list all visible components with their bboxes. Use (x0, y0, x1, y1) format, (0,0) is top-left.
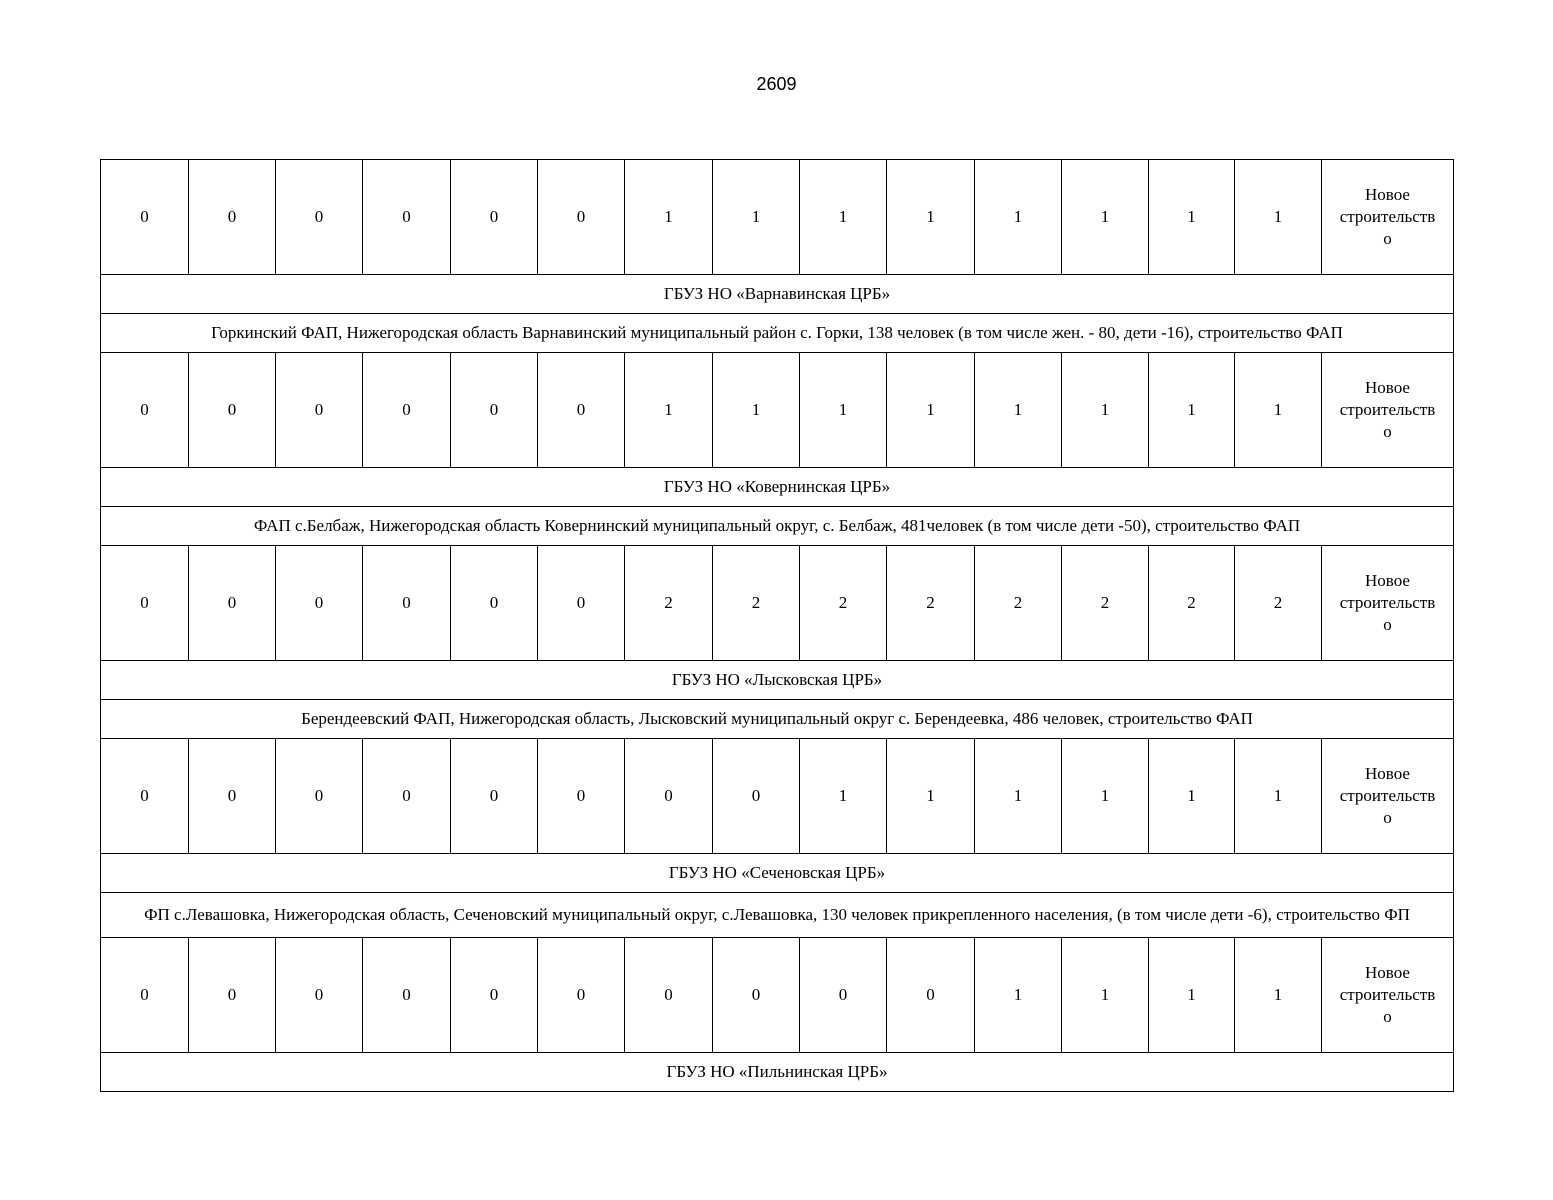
status-line: строительств (1339, 206, 1436, 226)
value-cell: 0 (276, 353, 363, 468)
status-line: о (1383, 422, 1392, 442)
value-cell: 0 (101, 938, 189, 1053)
value-cell: 1 (975, 353, 1062, 468)
organization-name: ГБУЗ НО «Ковернинская ЦРБ» (101, 468, 1454, 507)
value-cell: 0 (189, 546, 276, 661)
value-cell: 0 (101, 353, 189, 468)
value-cell: 2 (975, 546, 1062, 661)
table-row-values (101, 353, 1454, 468)
value-cell: 0 (538, 546, 625, 661)
organization-name: ГБУЗ НО «Сеченовская ЦРБ» (101, 854, 1454, 893)
status-cell (1322, 353, 1454, 468)
value-cell: 0 (276, 739, 363, 854)
value-cell: 1 (1235, 739, 1322, 854)
value-cell: 2 (887, 546, 975, 661)
table-row-values (101, 546, 1454, 661)
facility-description: ФАП с.Белбаж, Нижегородская область Ковернинский муниципальный округ, с. Белбаж, 481человек (в том числе дети -50), строительство ФАП (101, 507, 1454, 546)
value-cell: 0 (101, 739, 189, 854)
value-cell: 0 (800, 938, 887, 1053)
value-cell: 1 (1062, 938, 1149, 1053)
organization-name: ГБУЗ НО «Пильнинская ЦРБ» (101, 1053, 1454, 1092)
organization-name: ГБУЗ НО «Варнавинская ЦРБ» (101, 275, 1454, 314)
value-cell: 0 (538, 160, 625, 275)
status-line: строительств (1339, 399, 1436, 419)
page-number: 2609 (756, 74, 797, 94)
value-cell: 0 (451, 546, 538, 661)
value-cell: 0 (363, 739, 451, 854)
facility-description: ФП с.Левашовка, Нижегородская область, Сеченовский муниципальный округ, с.Левашовка, 130 человек прикрепленного населения, (в том числе дети -6), строительство ФП (101, 893, 1454, 938)
status-line: о (1383, 229, 1392, 249)
value-cell: 0 (363, 353, 451, 468)
value-cell: 0 (189, 739, 276, 854)
status-cell (1322, 160, 1454, 275)
value-cell: 0 (538, 353, 625, 468)
facility-description-row (101, 700, 1454, 739)
value-cell: 0 (887, 938, 975, 1053)
value-cell: 0 (538, 938, 625, 1053)
value-cell: 0 (189, 938, 276, 1053)
value-cell: 0 (713, 739, 800, 854)
value-cell: 1 (1149, 353, 1235, 468)
value-cell: 1 (887, 739, 975, 854)
status-line: строительств (1339, 592, 1436, 612)
facility-description-row (101, 314, 1454, 353)
value-cell: 1 (800, 353, 887, 468)
facility-description-row (101, 893, 1454, 938)
value-cell: 1 (800, 160, 887, 275)
value-cell: 1 (975, 739, 1062, 854)
value-cell: 2 (1235, 546, 1322, 661)
status-line: строительств (1339, 984, 1436, 1004)
value-cell: 0 (451, 353, 538, 468)
status-line: Новое (1365, 377, 1410, 397)
value-cell: 0 (625, 739, 713, 854)
value-cell: 1 (1235, 938, 1322, 1053)
value-cell: 1 (625, 353, 713, 468)
value-cell: 1 (975, 160, 1062, 275)
value-cell: 1 (1062, 160, 1149, 275)
value-cell: 2 (713, 546, 800, 661)
value-cell: 0 (363, 160, 451, 275)
value-cell: 0 (538, 739, 625, 854)
table-row-values (101, 739, 1454, 854)
value-cell: 0 (101, 546, 189, 661)
value-cell: 0 (713, 938, 800, 1053)
organization-row (101, 1053, 1454, 1092)
value-cell: 0 (451, 938, 538, 1053)
value-cell: 2 (800, 546, 887, 661)
table-row-values (101, 938, 1454, 1053)
value-cell: 0 (363, 938, 451, 1053)
value-cell: 2 (1149, 546, 1235, 661)
organization-name: ГБУЗ НО «Лысковская ЦРБ» (101, 661, 1454, 700)
value-cell: 0 (276, 546, 363, 661)
status-line: Новое (1365, 763, 1410, 783)
status-line: Новое (1365, 570, 1410, 590)
value-cell: 0 (189, 160, 276, 275)
status-line: о (1383, 808, 1392, 828)
value-cell: 1 (1149, 160, 1235, 275)
value-cell: 1 (975, 938, 1062, 1053)
organization-row (101, 468, 1454, 507)
organization-row (101, 275, 1454, 314)
facilities-table (100, 159, 1454, 1092)
value-cell: 1 (887, 160, 975, 275)
status-line: о (1383, 615, 1392, 635)
value-cell: 1 (713, 160, 800, 275)
table-row-values (101, 160, 1454, 275)
value-cell: 0 (363, 546, 451, 661)
value-cell: 1 (1235, 160, 1322, 275)
value-cell: 2 (1062, 546, 1149, 661)
value-cell: 1 (1149, 739, 1235, 854)
value-cell: 2 (625, 546, 713, 661)
status-cell (1322, 546, 1454, 661)
value-cell: 0 (276, 938, 363, 1053)
value-cell: 1 (625, 160, 713, 275)
value-cell: 1 (1149, 938, 1235, 1053)
organization-row (101, 854, 1454, 893)
value-cell: 1 (887, 353, 975, 468)
facility-description: Берендеевский ФАП, Нижегородская область, Лысковский муниципальный округ с. Берендеевка, 486 человек, строительство ФАП (101, 700, 1454, 739)
value-cell: 1 (1062, 353, 1149, 468)
value-cell: 1 (713, 353, 800, 468)
status-line: строительств (1339, 785, 1436, 805)
status-line: Новое (1365, 184, 1410, 204)
value-cell: 0 (189, 353, 276, 468)
value-cell: 0 (625, 938, 713, 1053)
value-cell: 0 (276, 160, 363, 275)
value-cell: 0 (451, 739, 538, 854)
facility-description: Горкинский ФАП, Нижегородская область Варнавинский муниципальный район с. Горки, 138 человек (в том числе жен. - 80, дети -16), строительство ФАП (101, 314, 1454, 353)
value-cell: 1 (800, 739, 887, 854)
status-line: о (1383, 1007, 1392, 1027)
value-cell: 1 (1062, 739, 1149, 854)
status-cell (1322, 739, 1454, 854)
organization-row (101, 661, 1454, 700)
value-cell: 0 (451, 160, 538, 275)
facility-description-row (101, 507, 1454, 546)
status-cell (1322, 938, 1454, 1053)
value-cell: 1 (1235, 353, 1322, 468)
value-cell: 0 (101, 160, 189, 275)
status-line: Новое (1365, 962, 1410, 982)
